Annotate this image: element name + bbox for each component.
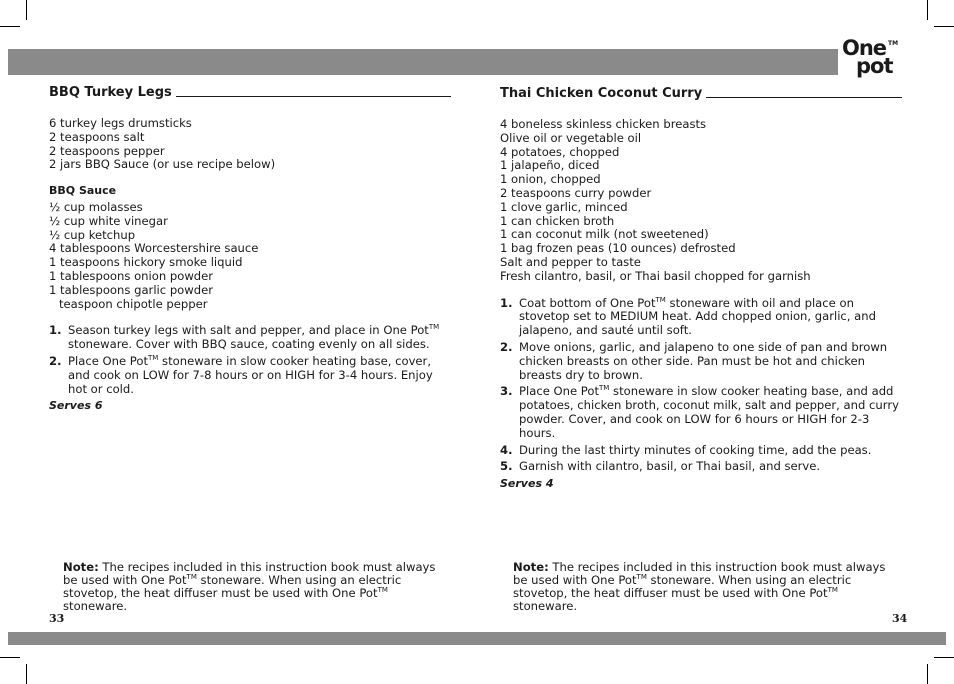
ingredient: 6 turkey legs drumsticks <box>49 116 192 130</box>
recipe-title: BBQ Turkey Legs <box>49 85 172 101</box>
ingredient: 2 teaspoons curry powder <box>500 185 652 200</box>
ingredient-list <box>500 118 902 284</box>
serves: Serves 4 <box>500 477 554 491</box>
recipe-heading <box>49 82 451 100</box>
ingredient: 4 potatoes, chopped <box>500 144 620 159</box>
step: 5. Garnish with cilantro, basil, or Thai basil, and serve. <box>500 459 821 474</box>
step-list <box>49 324 451 396</box>
note: Note: The recipes included in this instruction book must always be used with One Pot™ stoneware. When using an electric stovetop, the heat diffuser must be used with One Pot™ stoneware. <box>513 560 886 613</box>
crop-mark <box>927 664 928 684</box>
sauce-ingredient-list <box>49 201 451 311</box>
step-number: 1. <box>500 295 513 310</box>
ingredient: 1 teaspoons hickory smoke liquid <box>49 255 243 270</box>
note: Note: The recipes included in this instruction book must always be used with One Pot™ stoneware. When using an electric stovetop, the heat diffuser must be used with One Pot™ stoneware. <box>63 560 436 613</box>
crop-mark <box>26 664 27 684</box>
ingredient: Olive oil or vegetable oil <box>500 130 642 145</box>
step-number: 2. <box>500 339 513 354</box>
ingredient: teaspoon chipotle pepper <box>59 296 208 311</box>
crop-mark <box>0 657 20 658</box>
ingredient: 2 teaspoons salt <box>49 129 145 144</box>
ingredient: 1 clove garlic, minced <box>500 199 628 214</box>
ingredient: Fresh cilantro, basil, or Thai basil chopped for garnish <box>500 268 811 283</box>
header-bar <box>8 49 838 75</box>
ingredient: 2 teaspoons pepper <box>49 143 165 158</box>
step-number: 4. <box>500 442 513 457</box>
step: 3. Place One Pot™ stoneware in slow cooker heating base, and add potatoes, chicken broth, coconut milk, salt and pepper, and curry powder. Cover, and cook on LOW for 6 hours or HIGH for 2-3 hours. <box>500 384 899 440</box>
note-label: Note: <box>513 560 549 574</box>
step: 2. Place One Pot™ stoneware in slow cooker heating base, cover, and cook on LOW for 7-8 hours or on HIGH for 3-4 hours. Enjoy hot or cold. <box>49 353 433 396</box>
serves: Serves 6 <box>49 399 103 413</box>
step-number: 5. <box>500 459 513 474</box>
crop-mark <box>934 26 954 27</box>
ingredient: 1 jalapeño, diced <box>500 158 600 173</box>
ingredient: 1 bag frozen peas (10 ounces) defrosted <box>500 241 736 256</box>
ingredient: 1 tablespoons onion powder <box>49 268 214 283</box>
ingredient: 1 can coconut milk (not sweetened) <box>500 227 709 242</box>
note-label: Note: <box>63 560 99 574</box>
ingredient: 1 can chicken broth <box>500 213 615 228</box>
step-number: 2. <box>49 353 62 368</box>
ingredient: 4 boneless skinless chicken breasts <box>500 117 707 131</box>
step-number: 1. <box>49 323 62 338</box>
step-list <box>500 297 902 475</box>
sauce-title: BBQ Sauce <box>49 184 117 198</box>
crop-mark <box>26 0 27 20</box>
recipe-title: Thai Chicken Coconut Curry <box>500 86 703 102</box>
crop-mark <box>934 657 954 658</box>
crop-mark <box>0 26 20 27</box>
ingredient: ½ cup ketchup <box>49 227 136 242</box>
ingredient: 1 onion, chopped <box>500 172 601 187</box>
ingredient: 2 jars BBQ Sauce (or use recipe below) <box>49 157 276 172</box>
heading-rule <box>706 97 902 98</box>
page-number: 33 <box>49 612 65 625</box>
ingredient: ½ cup white vinegar <box>49 213 168 228</box>
ingredient: 1 tablespoons garlic powder <box>49 282 214 297</box>
crop-mark <box>927 0 928 20</box>
heading-rule <box>176 96 451 97</box>
recipe-bbq-turkey-legs <box>49 82 451 413</box>
ingredient: 4 tablespoons Worcestershire sauce <box>49 241 259 256</box>
ingredient: ½ cup molasses <box>49 199 143 214</box>
ingredient-list <box>49 117 451 172</box>
step: 4. During the last thirty minutes of cooking time, add the peas. <box>500 442 872 457</box>
recipe-thai-chicken-coconut-curry <box>500 83 902 491</box>
step: 2. Move onions, garlic, and jalapeno to one side of pan and brown chicken breasts on other side. Pan must be hot and chicken breasts dry to brown. <box>500 339 888 382</box>
ingredient: Salt and pepper to taste <box>500 254 641 269</box>
recipe-heading <box>500 83 902 101</box>
one-pot-logo: One TM pot <box>842 36 899 78</box>
footer-bar <box>8 632 946 645</box>
step: 1. Season turkey legs with salt and pepper, and place in One Pot™ stoneware. Cover with BBQ sauce, coating evenly on all sides. <box>49 323 440 352</box>
step-number: 3. <box>500 384 513 399</box>
page-number: 34 <box>892 612 908 625</box>
step: 1. Coat bottom of One Pot™ stoneware with oil and place on stovetop set to MEDIUM heat. Add chopped onion, garlic, and jalapeno, and sauté until soft. <box>500 295 876 338</box>
